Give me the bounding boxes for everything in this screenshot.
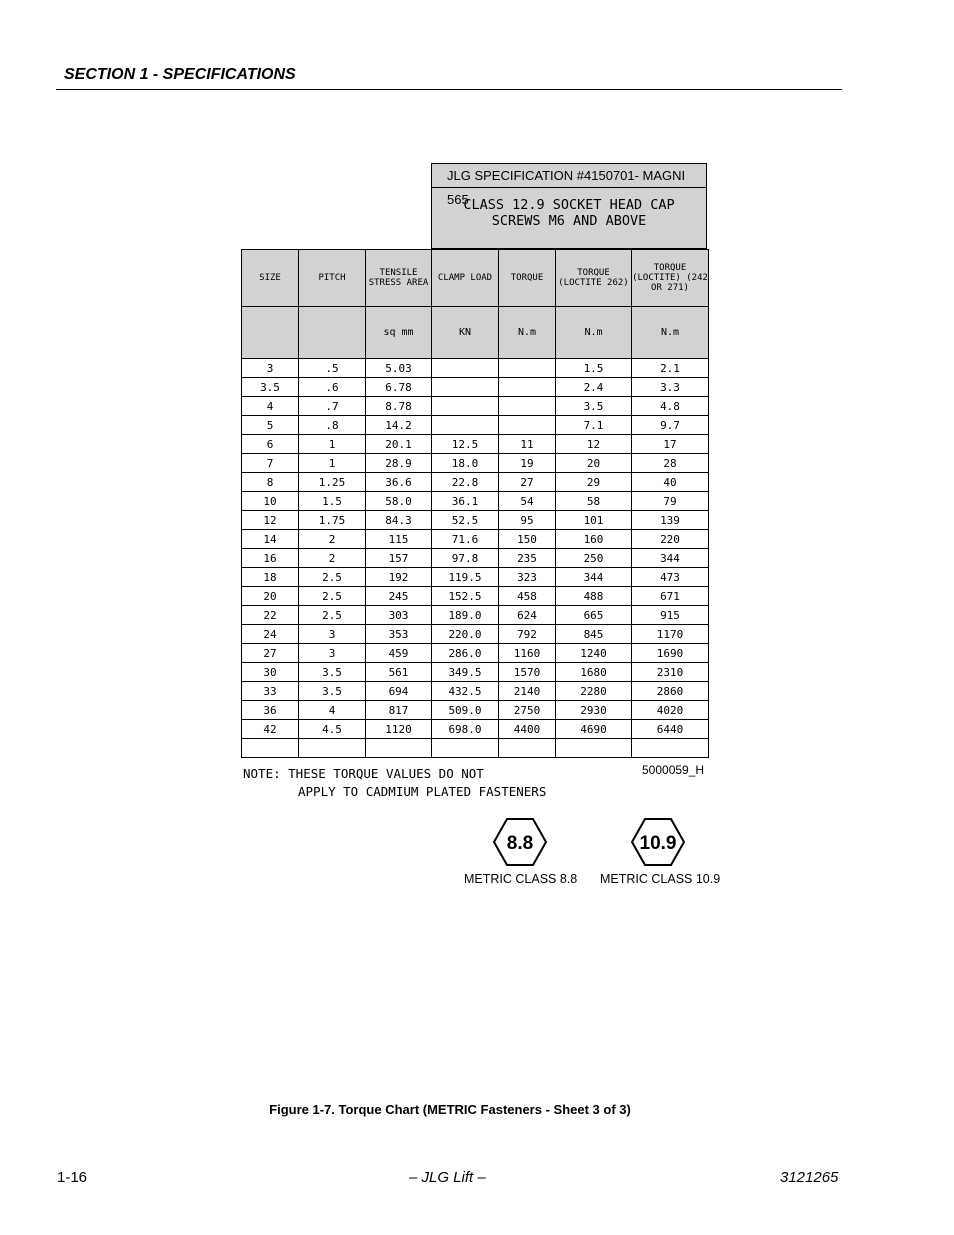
table-cell: .7	[299, 397, 366, 416]
table-row	[242, 720, 709, 739]
table-cell: 20.1	[366, 435, 432, 454]
table-cell: 2	[299, 549, 366, 568]
table-cell: 33	[242, 682, 299, 701]
table-cell: 5.03	[366, 359, 432, 378]
table-cell: 1240	[556, 644, 632, 663]
table-cell: 157	[366, 549, 432, 568]
table-cell: 36.1	[432, 492, 499, 511]
table-cell: 5	[242, 416, 299, 435]
table-cell: 250	[556, 549, 632, 568]
table-row	[242, 739, 709, 758]
table-cell: 30	[242, 663, 299, 682]
table-row	[242, 682, 709, 701]
document-number: 3121265	[780, 1169, 839, 1186]
figure-caption: Figure 1-7. Torque Chart (METRIC Fasteners - Sheet 3 of 3)	[269, 1102, 631, 1117]
bolt-head-10-9-icon	[631, 817, 685, 867]
table-cell: 8.78	[366, 397, 432, 416]
bolt-head-8-8-icon	[493, 817, 547, 867]
header-row	[242, 250, 709, 307]
table-cell: 323	[499, 568, 556, 587]
table-cell: 119.5	[432, 568, 499, 587]
table-cell: 624	[499, 606, 556, 625]
table-cell: .5	[299, 359, 366, 378]
table-cell: 18	[242, 568, 299, 587]
table-cell: 192	[366, 568, 432, 587]
table-cell: 2310	[632, 663, 709, 682]
table-cell: 4690	[556, 720, 632, 739]
table-cell: 97.8	[432, 549, 499, 568]
table-cell: 459	[366, 644, 432, 663]
table-row	[242, 511, 709, 530]
note-line1: NOTE: THESE TORQUE VALUES DO NOT	[243, 766, 484, 781]
table-cell: 220.0	[432, 625, 499, 644]
bolt-mark-8-8: 8.8	[506, 833, 534, 854]
spec-description-line2: SCREWS M6 AND ABOVE	[491, 213, 647, 229]
table-row	[242, 568, 709, 587]
table-cell: 12	[556, 435, 632, 454]
table-cell: 12	[242, 511, 299, 530]
table-row	[242, 416, 709, 435]
table-cell: 235	[499, 549, 556, 568]
table-cell: 2280	[556, 682, 632, 701]
table-cell: 220	[632, 530, 709, 549]
table-cell: 915	[632, 606, 709, 625]
table-cell: 1	[299, 454, 366, 473]
table-cell: 36	[242, 701, 299, 720]
table-cell: 22.8	[432, 473, 499, 492]
table-cell: 303	[366, 606, 432, 625]
table-cell: 4400	[499, 720, 556, 739]
table-cell: 54	[499, 492, 556, 511]
table-cell	[299, 739, 366, 758]
table-cell: 27	[242, 644, 299, 663]
table-cell: 17	[632, 435, 709, 454]
section-title: SECTION 1 - SPECIFICATIONS	[64, 66, 296, 83]
unit-cell: N.m	[499, 307, 556, 359]
table-row	[242, 397, 709, 416]
table-cell	[432, 416, 499, 435]
footer-publisher: – JLG Lift –	[409, 1169, 486, 1186]
table-cell: 2750	[499, 701, 556, 720]
table-cell: 1570	[499, 663, 556, 682]
spec-description	[432, 197, 706, 229]
table-cell	[432, 359, 499, 378]
table-cell: 58	[556, 492, 632, 511]
spec-description-line1: CLASS 12.9 SOCKET HEAD CAP	[463, 197, 675, 213]
unit-cell: N.m	[556, 307, 632, 359]
table-cell: 4020	[632, 701, 709, 720]
spec-box	[431, 163, 707, 249]
column-header: SIZE	[242, 250, 299, 307]
column-header: TORQUE (LOCTITE 262)	[556, 250, 632, 307]
table-cell: 6440	[632, 720, 709, 739]
table-cell: 458	[499, 587, 556, 606]
table-cell: 665	[556, 606, 632, 625]
table-cell: 1.25	[299, 473, 366, 492]
column-header: TENSILE STRESS AREA	[366, 250, 432, 307]
table-cell: 2.5	[299, 587, 366, 606]
table-row	[242, 454, 709, 473]
table-cell: 1120	[366, 720, 432, 739]
table-cell: 84.3	[366, 511, 432, 530]
table-cell: 4.8	[632, 397, 709, 416]
table-cell: 4	[299, 701, 366, 720]
unit-cell: N.m	[632, 307, 709, 359]
table-cell: 353	[366, 625, 432, 644]
unit-cell	[299, 307, 366, 359]
table-cell: 2860	[632, 682, 709, 701]
table-cell: 18.0	[432, 454, 499, 473]
table-cell: 432.5	[432, 682, 499, 701]
table-cell: 19	[499, 454, 556, 473]
table-cell: 2930	[556, 701, 632, 720]
table-cell: 40	[632, 473, 709, 492]
table-cell: 3.5	[299, 682, 366, 701]
table-cell: 2140	[499, 682, 556, 701]
table-row	[242, 530, 709, 549]
table-cell: 95	[499, 511, 556, 530]
table-cell: 36.6	[366, 473, 432, 492]
table-cell: 286.0	[432, 644, 499, 663]
table-cell	[556, 739, 632, 758]
table-cell: 698.0	[432, 720, 499, 739]
column-header: TORQUE (LOCTITE) (242 OR 271)	[632, 250, 709, 307]
table-cell: 1.75	[299, 511, 366, 530]
table-cell: 561	[366, 663, 432, 682]
note-line2: APPLY TO CADMIUM PLATED FASTENERS	[298, 784, 547, 799]
table-cell: 3.5	[242, 378, 299, 397]
table-cell	[432, 739, 499, 758]
unit-cell	[242, 307, 299, 359]
table-cell: .6	[299, 378, 366, 397]
table-cell: 8	[242, 473, 299, 492]
table-cell: 42	[242, 720, 299, 739]
table-cell	[499, 359, 556, 378]
table-cell: 1680	[556, 663, 632, 682]
table-cell	[499, 416, 556, 435]
table-cell: 115	[366, 530, 432, 549]
table-cell	[499, 739, 556, 758]
table-cell: 4	[242, 397, 299, 416]
table-cell: 152.5	[432, 587, 499, 606]
table-cell: 11	[499, 435, 556, 454]
table-cell	[499, 397, 556, 416]
table-row	[242, 435, 709, 454]
table-cell	[242, 739, 299, 758]
table-cell: 2.4	[556, 378, 632, 397]
table-cell: 160	[556, 530, 632, 549]
table-cell: 2.5	[299, 568, 366, 587]
table-cell: 150	[499, 530, 556, 549]
table-cell: 7.1	[556, 416, 632, 435]
table-cell: 344	[556, 568, 632, 587]
table-cell: 58.0	[366, 492, 432, 511]
table-cell: 6.78	[366, 378, 432, 397]
drawing-id: 5000059_H	[642, 763, 705, 777]
table-cell: 473	[632, 568, 709, 587]
table-body	[242, 359, 709, 758]
unit-cell: KN	[432, 307, 499, 359]
column-header: PITCH	[299, 250, 366, 307]
table-cell: 71.6	[432, 530, 499, 549]
table-row	[242, 663, 709, 682]
table-cell: 2.1	[632, 359, 709, 378]
table-row	[242, 606, 709, 625]
bolt-mark-10-9: 10.9	[639, 833, 677, 854]
table-cell	[432, 378, 499, 397]
table-cell: 792	[499, 625, 556, 644]
table-row	[242, 359, 709, 378]
table-cell: 3	[299, 644, 366, 663]
table-cell: 101	[556, 511, 632, 530]
header-rule	[56, 89, 842, 90]
table-row	[242, 473, 709, 492]
table-cell: 189.0	[432, 606, 499, 625]
table-cell: 1.5	[556, 359, 632, 378]
table-cell: 1.5	[299, 492, 366, 511]
table-cell: 14	[242, 530, 299, 549]
table-cell	[366, 739, 432, 758]
table-cell: 694	[366, 682, 432, 701]
table-cell: 22	[242, 606, 299, 625]
table-cell: 16	[242, 549, 299, 568]
bolt-label-10-9: METRIC CLASS 10.9	[600, 872, 721, 886]
note	[243, 765, 546, 801]
table-cell: 1690	[632, 644, 709, 663]
table-cell: 344	[632, 549, 709, 568]
table-cell: 245	[366, 587, 432, 606]
table-cell: 1160	[499, 644, 556, 663]
page-number: 1-16	[57, 1169, 88, 1186]
table-cell: 2	[299, 530, 366, 549]
table-row	[242, 701, 709, 720]
table-cell: 488	[556, 587, 632, 606]
column-header: CLAMP LOAD	[432, 250, 499, 307]
table-cell: 845	[556, 625, 632, 644]
table-row	[242, 549, 709, 568]
table-cell: 509.0	[432, 701, 499, 720]
table-cell: 4.5	[299, 720, 366, 739]
torque-table	[241, 249, 709, 758]
table-cell: .8	[299, 416, 366, 435]
table-cell: 817	[366, 701, 432, 720]
column-header: TORQUE	[499, 250, 556, 307]
table-cell: 1	[299, 435, 366, 454]
table-cell: 20	[242, 587, 299, 606]
table-cell: 12.5	[432, 435, 499, 454]
table-cell: 29	[556, 473, 632, 492]
table-cell: 1170	[632, 625, 709, 644]
table-cell: 3.3	[632, 378, 709, 397]
table-cell: 349.5	[432, 663, 499, 682]
table-cell: 3.5	[556, 397, 632, 416]
table-cell: 20	[556, 454, 632, 473]
table-cell: 27	[499, 473, 556, 492]
table-row	[242, 492, 709, 511]
table-cell: 3	[299, 625, 366, 644]
table-cell: 14.2	[366, 416, 432, 435]
table-cell: 9.7	[632, 416, 709, 435]
table-cell: 52.5	[432, 511, 499, 530]
table-cell	[632, 739, 709, 758]
table-cell	[432, 397, 499, 416]
table-row	[242, 625, 709, 644]
table-cell: 28	[632, 454, 709, 473]
table-row	[242, 378, 709, 397]
table-cell: 28.9	[366, 454, 432, 473]
table-cell: 6	[242, 435, 299, 454]
table-cell: 3.5	[299, 663, 366, 682]
bolt-label-8-8: METRIC CLASS 8.8	[464, 872, 578, 886]
spec-number: JLG SPECIFICATION #4150701- MAGNI 565	[432, 164, 706, 188]
table-row	[242, 644, 709, 663]
table-row	[242, 587, 709, 606]
table-cell: 139	[632, 511, 709, 530]
table-cell: 671	[632, 587, 709, 606]
table-cell: 2.5	[299, 606, 366, 625]
table-cell: 79	[632, 492, 709, 511]
table-cell: 24	[242, 625, 299, 644]
table-cell: 3	[242, 359, 299, 378]
unit-cell: sq mm	[366, 307, 432, 359]
table-cell: 7	[242, 454, 299, 473]
units-row	[242, 307, 709, 359]
table-cell	[499, 378, 556, 397]
table-cell: 10	[242, 492, 299, 511]
